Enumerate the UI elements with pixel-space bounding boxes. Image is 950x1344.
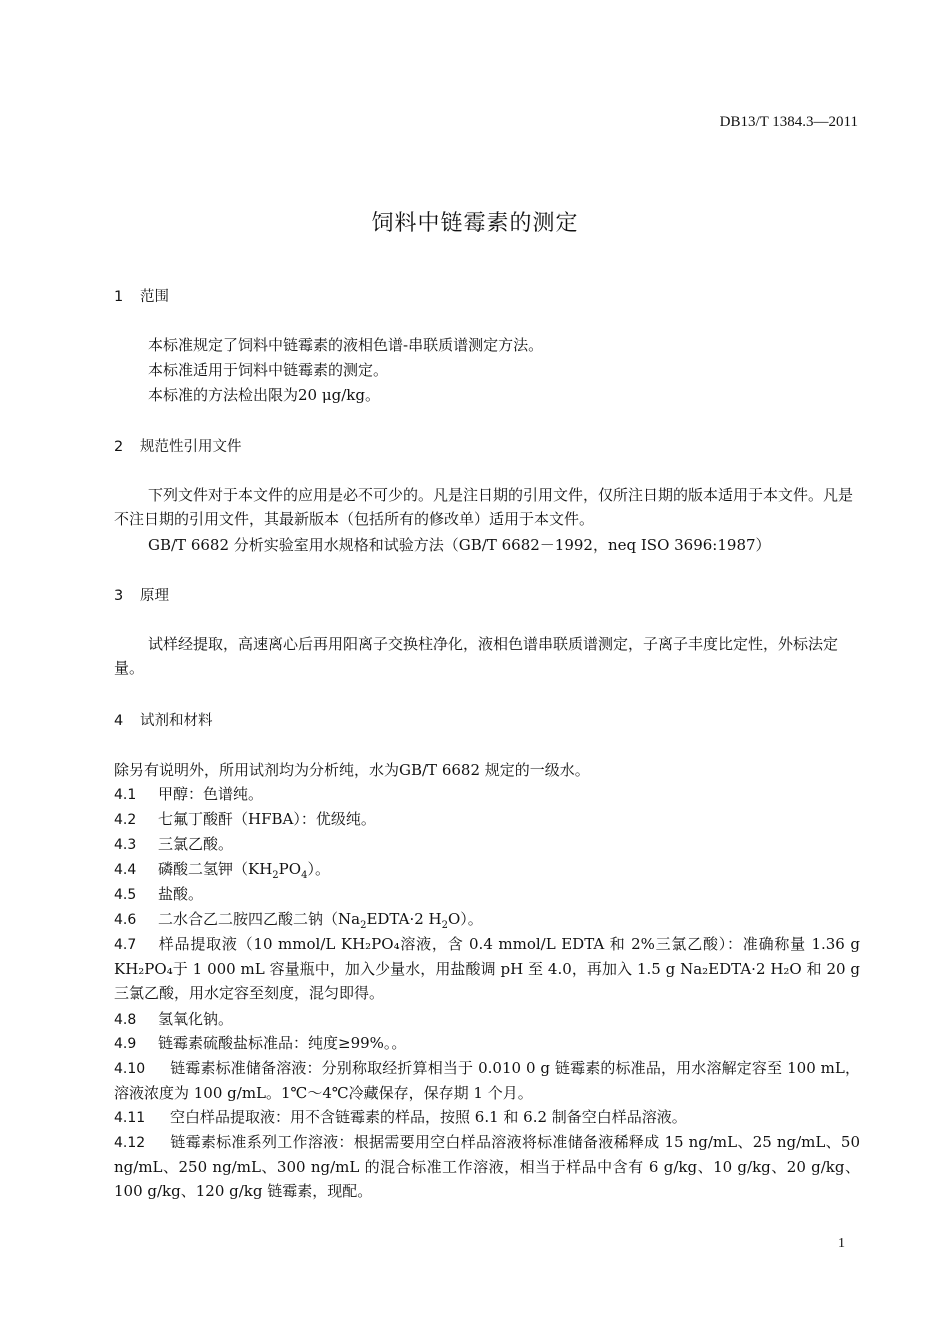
item-text: ）。 bbox=[307, 860, 330, 878]
list-item bbox=[114, 908, 483, 931]
section-number: 2 bbox=[114, 439, 124, 455]
item-text: 链霉素硫酸盐标准品：纯度≥99%。。 bbox=[158, 1034, 407, 1052]
list-item bbox=[114, 858, 330, 881]
section-title: 试剂和材料 bbox=[140, 713, 213, 729]
subscript: 2 bbox=[272, 870, 279, 881]
item-text: 氢氧化钠。 bbox=[158, 1010, 234, 1028]
paragraph: 下列文件对于本文件的应用是必不可少的。凡是注日期的引用文件，仅所注日期的版本适用于本文件。凡是不注日期的引用文件，其最新版本（包括所有的修改单）适用于本文件。 bbox=[114, 486, 854, 528]
item-text: 空白样品提取液：用不含链霉素的样品，按照 6.1 和 6.2 制备空白样品溶液。 bbox=[170, 1108, 687, 1126]
item-number: 4.10 bbox=[114, 1061, 146, 1077]
subscript: 4 bbox=[301, 870, 308, 881]
item-text: 磷酸二氢钾（KH bbox=[158, 860, 273, 878]
section-title: 范围 bbox=[140, 289, 169, 305]
item-number: 4.5 bbox=[114, 887, 137, 903]
list-item bbox=[114, 1106, 687, 1127]
section-title: 原理 bbox=[140, 588, 169, 604]
list-item bbox=[114, 833, 233, 854]
list-item bbox=[114, 1008, 233, 1029]
subscript: 2 bbox=[441, 920, 448, 931]
page-title: 饲料中链霉素的测定 bbox=[371, 211, 579, 236]
paragraph: 本标准规定了饲料中链霉素的液相色谱-串联质谱测定方法。 bbox=[148, 336, 544, 354]
item-number: 4.1 bbox=[114, 787, 137, 803]
item-number: 4.4 bbox=[114, 862, 137, 878]
item-text: 链霉素标准储备溶液：分别称取经折算相当于 0.010 0 g 链霉素的标准品，用水溶解定容至 100 mL，溶液浓度为 100 g/mL。1℃～4℃冷藏保存，保存期 1 个月。 bbox=[114, 1059, 860, 1102]
item-text: O）。 bbox=[447, 910, 483, 928]
list-item bbox=[114, 1056, 860, 1105]
normative-reference: GB/T 6682 分析实验室用水规格和试验方法（GB/T 6682－1992，neq ISO 3696:1987） bbox=[148, 536, 771, 554]
list-item bbox=[114, 1032, 406, 1053]
item-text: 链霉素标准系列工作溶液：根据需要用空白样品溶液将标准储备液稀释成 15 ng/mL、25 ng/mL、50 ng/mL、250 ng/mL、300 ng/mL 的混合标准工作溶液，相当于样品中含有 6 g/kg、10 g/kg、20 g/kg、100 g/kg、120 g/kg 链霉素，现配。 bbox=[114, 1133, 860, 1200]
item-number: 4.3 bbox=[114, 837, 137, 853]
item-text: 二水合乙二胺四乙酸二钠（Na bbox=[158, 910, 361, 928]
subscript: 2 bbox=[360, 920, 367, 931]
list-item bbox=[114, 808, 376, 829]
section-3-heading bbox=[114, 584, 169, 605]
list-item bbox=[114, 883, 203, 904]
paragraph: 本标准的方法检出限为20 μg/kg。 bbox=[148, 386, 380, 404]
section-title: 规范性引用文件 bbox=[140, 439, 242, 455]
item-text: 盐酸。 bbox=[158, 885, 204, 903]
item-number: 4.8 bbox=[114, 1012, 137, 1028]
item-text: 三氯乙酸。 bbox=[158, 835, 234, 853]
paragraph: 除另有说明外，所用试剂均为分析纯，水为GB/T 6682 规定的一级水。 bbox=[114, 761, 590, 779]
item-number: 4.11 bbox=[114, 1110, 146, 1126]
item-text: 样品提取液（10 mmol/L KH₂PO₄溶液，含 0.4 mmol/L EDTA 和 2%三氯乙酸）：准确称量 1.36 g KH₂PO₄于 1 000 mL 容量瓶中，加入少量水，用盐酸调 pH 至 4.0，再加入 1.5 g Na₂EDTA·2 H₂O 和 20 g 三氯乙酸，用水定容至刻度，混匀即得。 bbox=[114, 935, 860, 1002]
item-text: 甲醇：色谱纯。 bbox=[158, 785, 264, 803]
item-number: 4.9 bbox=[114, 1036, 137, 1052]
list-item bbox=[114, 783, 263, 804]
item-number: 4.7 bbox=[114, 937, 137, 953]
section-2-heading bbox=[114, 435, 242, 456]
item-text: 七氟丁酸酐（HFBA）：优级纯。 bbox=[158, 810, 376, 828]
list-item bbox=[114, 932, 860, 1005]
item-number: 4.2 bbox=[114, 812, 137, 828]
section-number: 1 bbox=[114, 289, 124, 305]
paragraph: 本标准适用于饲料中链霉素的测定。 bbox=[148, 361, 389, 379]
paragraph: 试样经提取，高速离心后再用阳离子交换柱净化，液相色谱串联质谱测定，子离子丰度比定性，外标法定量。 bbox=[114, 635, 839, 677]
document-code: DB13/T 1384.3—2011 bbox=[719, 114, 858, 130]
section-4-heading bbox=[114, 709, 213, 730]
item-number: 4.12 bbox=[114, 1135, 146, 1151]
item-number: 4.6 bbox=[114, 912, 137, 928]
section-number: 4 bbox=[114, 713, 124, 729]
item-text: PO bbox=[278, 860, 302, 878]
page-number: 1 bbox=[838, 1236, 845, 1251]
section-1-heading bbox=[114, 285, 169, 306]
list-item bbox=[114, 1130, 860, 1203]
section-number: 3 bbox=[114, 588, 124, 604]
item-text: EDTA·2 H bbox=[366, 910, 442, 928]
